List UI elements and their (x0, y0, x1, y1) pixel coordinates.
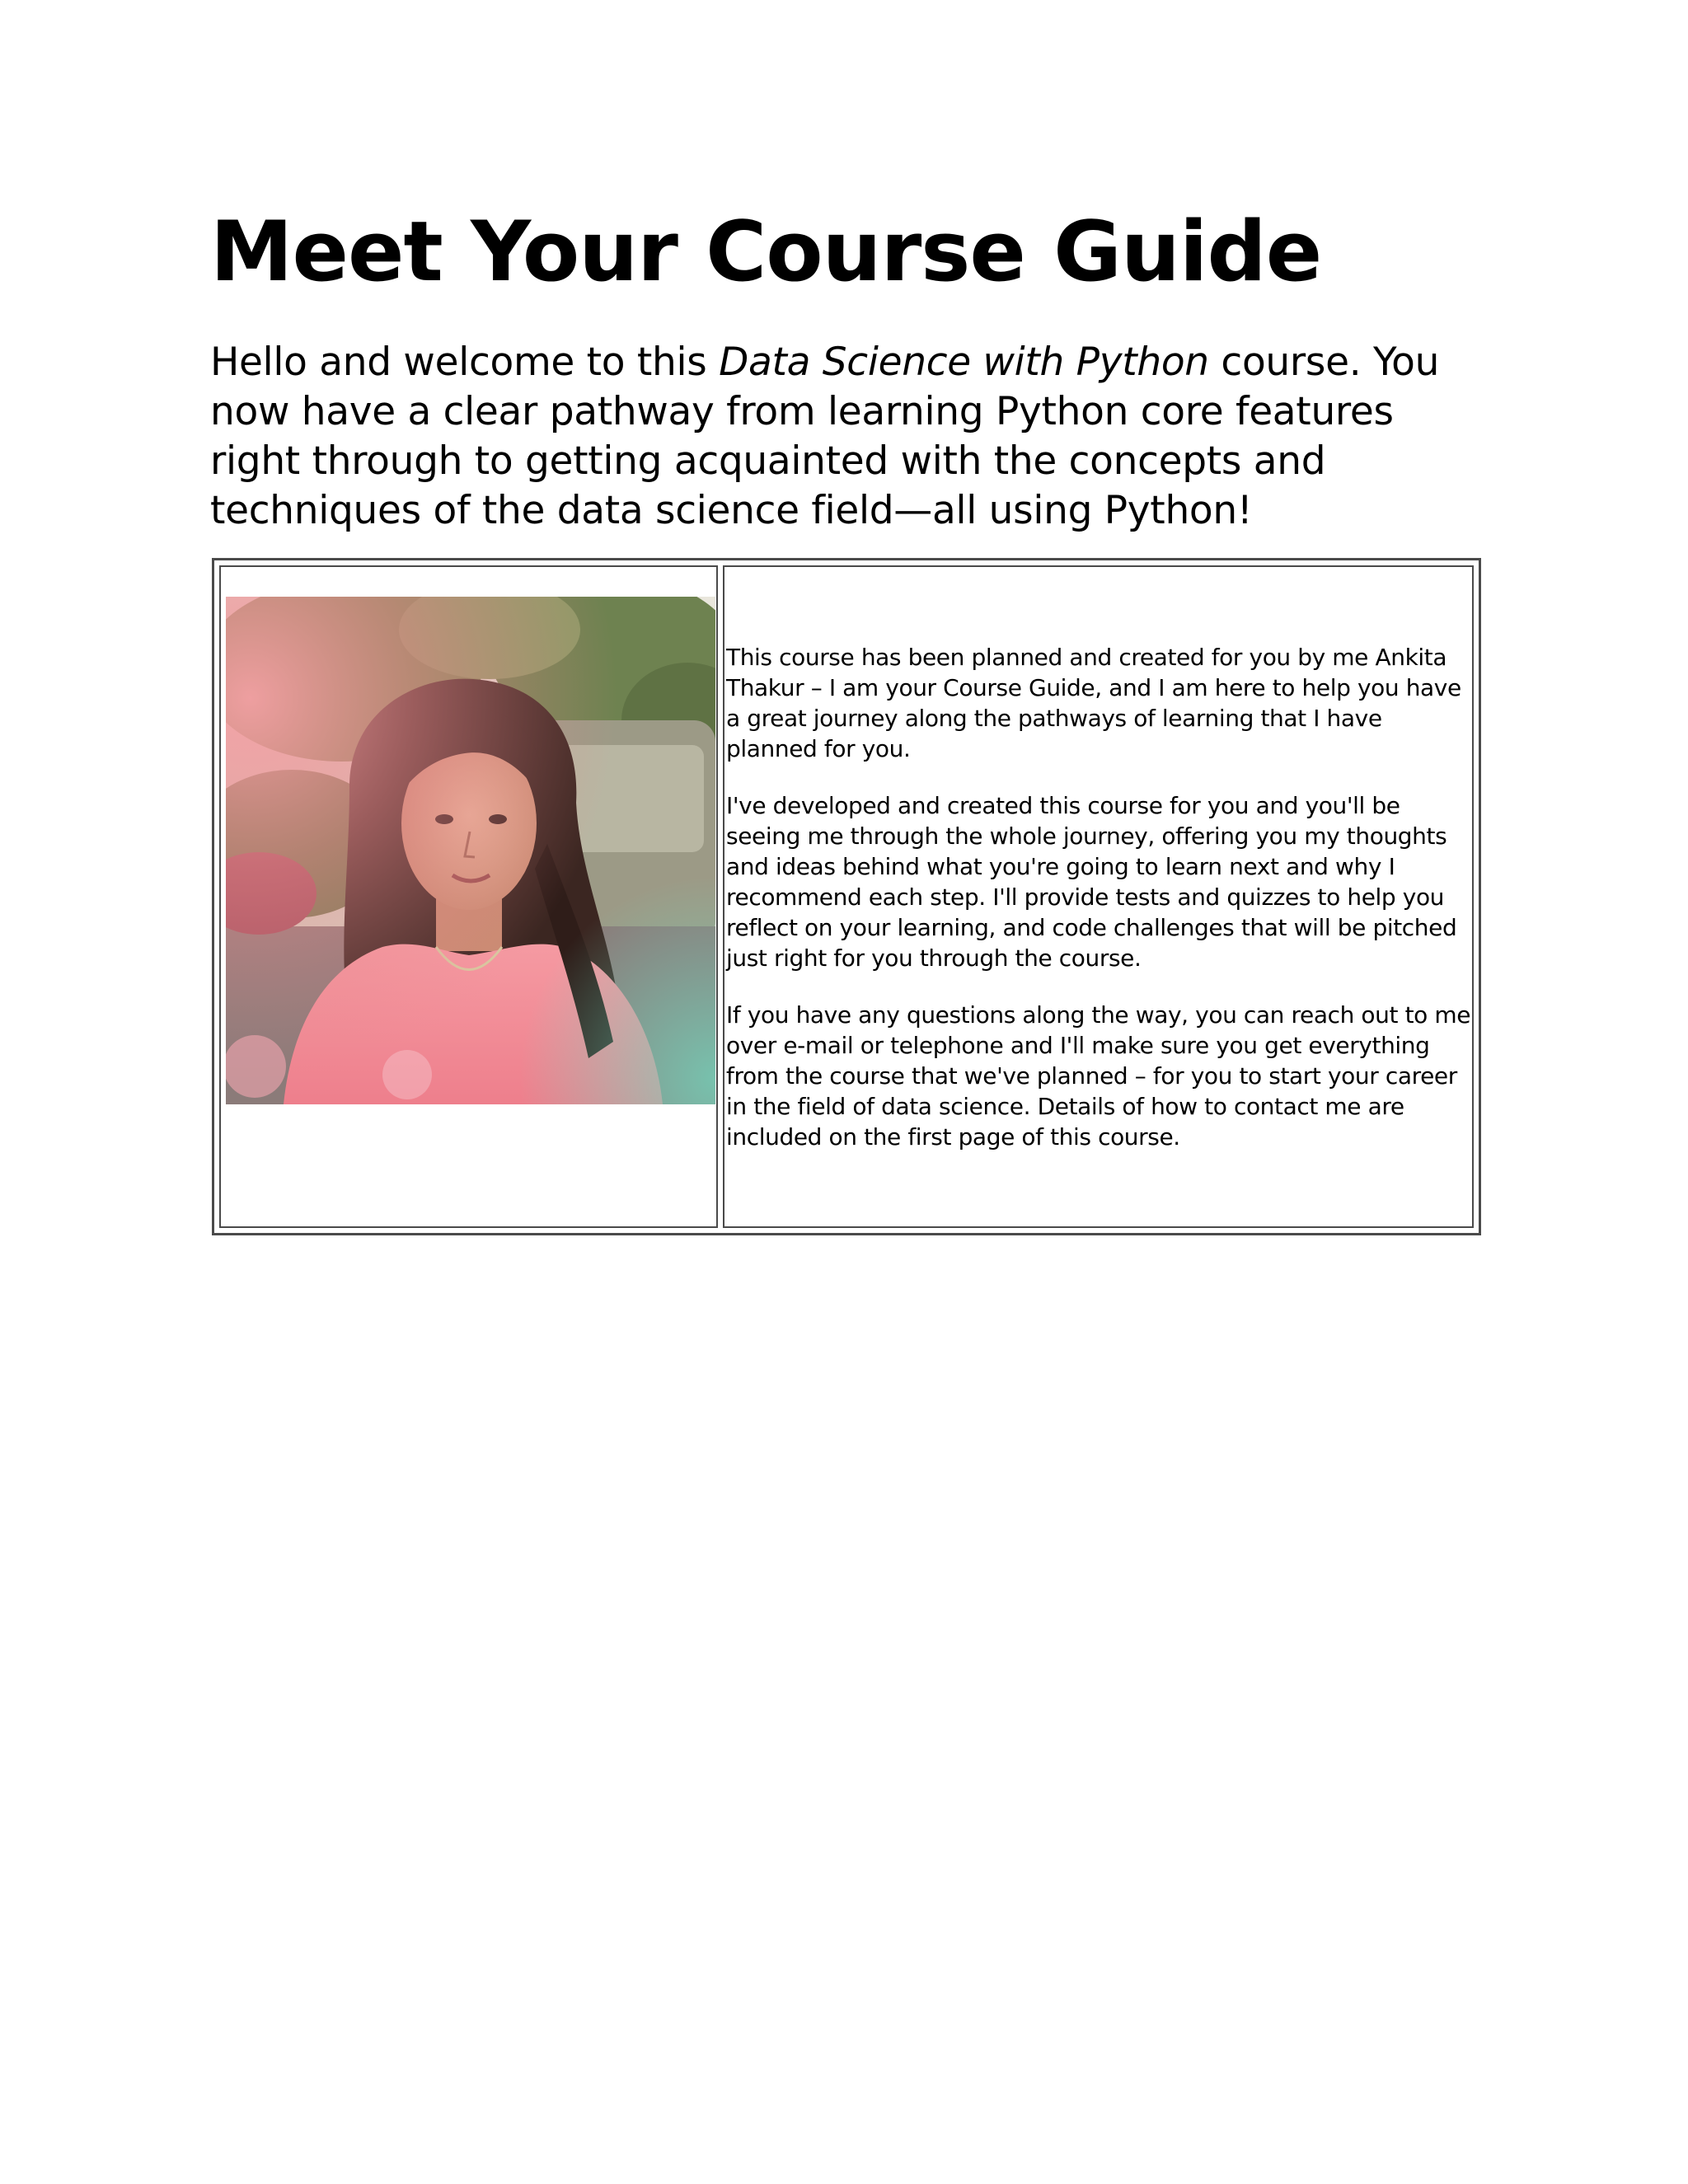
bio-paragraph-intro: This course has been planned and created for you by me Ankita Thakur – I am your Course Guide, and I am here to help you have a great journey along the pathways of learning that I have planned for you. (726, 644, 1461, 762)
page-title: Meet Your Course Guide (210, 203, 1322, 300)
guide-bio (726, 642, 1472, 1152)
intro-paragraph (210, 338, 1471, 536)
guide-table (212, 558, 1481, 1235)
guide-photo (226, 597, 715, 1104)
bio-cell (723, 565, 1474, 1228)
photo-cell (219, 565, 718, 1228)
bio-paragraph-contact: If you have any questions along the way, you can reach out to me over e-mail or telephone and I'll make sure you get everything from the course that we've planned – for you to start your career in the field of data science. Details of how to contact me are included on the first page of this course. (726, 1001, 1471, 1151)
intro-text-end: course. You now have a clear pathway from learning Python core features right through to getting acquainted with the concepts and techniques of the data science field—all using Python! (210, 340, 1440, 533)
course-name: Data Science with Python (719, 340, 1209, 385)
guide-portrait-image (226, 597, 715, 1104)
bio-paragraph-journey: I've developed and created this course for you and you'll be seeing me through the whole journey, offering you my thoughts and ideas behind what you're going to learn next and why I recommend each step. I'll provide tests and quizzes to help you reflect on your learning, and code challenges that will be pitched just right for you through the course. (726, 792, 1457, 972)
intro-text-start: Hello and welcome to this (210, 340, 720, 385)
